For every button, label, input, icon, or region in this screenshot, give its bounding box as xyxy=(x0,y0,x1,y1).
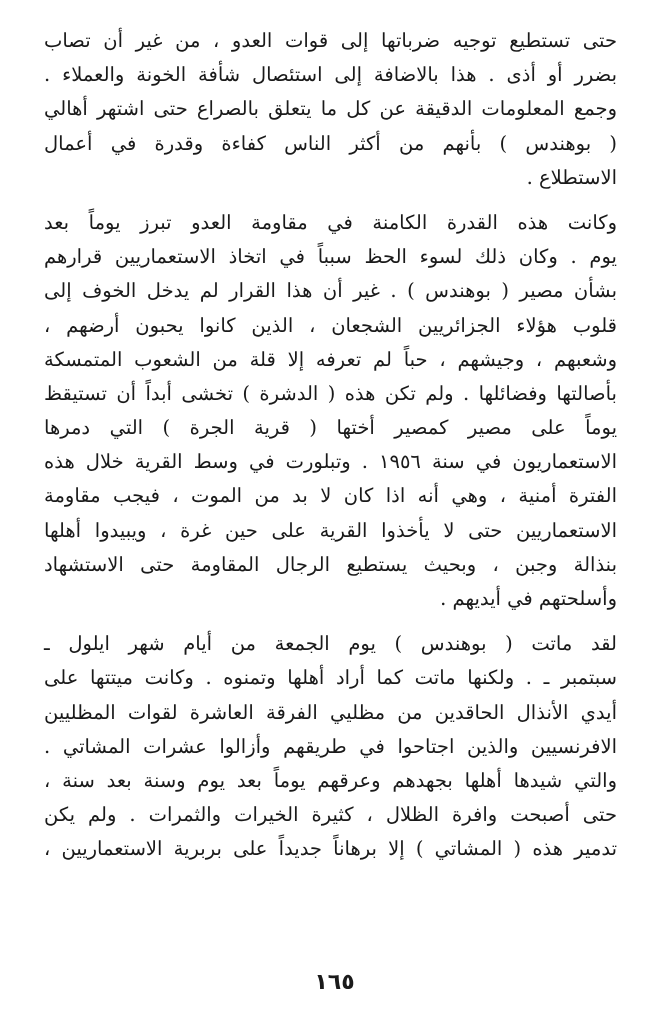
text-line: تدمير هذه ( المشاتي ) إلا برهاناً جديداً على بربرية الاستعماريين ، xyxy=(44,837,617,861)
text-line: وجمع المعلومات الدقيقة عن كل ما يتعلق بالصراع حتى اشتهر أهالي xyxy=(44,97,617,121)
paragraph-2 xyxy=(44,206,617,616)
paragraph-3 xyxy=(44,627,617,866)
text-line: وأسلحتهم في أيديهم . xyxy=(440,587,617,610)
text-line: بأصالتها وفضائلها . ولم تكن هذه ( الدشرة ) تخشى أبداً أن تستيقظ xyxy=(44,381,617,405)
text-line: لقد ماتت ( بوهندس ) يوم الجمعة من أيام شهر ايلول ـ xyxy=(44,632,617,656)
text-line: بنذالة وجبن ، وبحيث يستطيع الرجال المقاومة حتى الاستشهاد xyxy=(44,552,617,576)
text-line: بشأن مصير ( بوهندس ) . غير أن هذا القرار لم يدخل الخوف إلى xyxy=(44,279,617,303)
text-line: الافرنسيين والذين اجتاحوا في طريقهم وأزالوا عشرات المشاتي . xyxy=(44,734,617,758)
page-number: ١٦٥ xyxy=(314,970,355,995)
text-line: قلوب هؤلاء الجزائريين الشجعان ، الذين كانوا يحبون أرضهم ، xyxy=(44,313,617,337)
paragraph-1 xyxy=(44,24,617,195)
text-line: ( بوهندس ) بأنهم من أكثر الناس كفاءة وقدرة في أعمال xyxy=(44,131,617,155)
paragraph-gap xyxy=(44,195,617,206)
page-body xyxy=(44,24,617,867)
text-line: يوم . وكان ذلك لسوء الحظ سبباً في اتخاذ الاستعماريين قرارهم xyxy=(44,245,617,269)
text-line: والتي شيدها أهلها بجهدهم وعرقهم يوماً بعد يوم وسنة بعد سنة ، xyxy=(44,768,617,792)
text-line: الاستعماريين حتى لا يأخذوا القرية على حين غرة ، ويبيدوا أهلها xyxy=(44,518,617,542)
text-line: حتى تستطيع توجيه ضرباتها إلى قوات العدو ، من غير أن تصاب xyxy=(44,29,617,52)
text-line: وكانت هذه القدرة الكامنة في مقاومة العدو تبرز يوماً بعد xyxy=(44,210,617,234)
text-line: الاستطلاع . xyxy=(526,165,617,189)
text-line: سبتمبر ـ . ولكنها ماتت كما أراد أهلها وتمنوه . وكانت ميتتها على xyxy=(44,666,617,690)
paragraph-gap xyxy=(44,616,617,627)
text-line: الاستعماريون في سنة ١٩٥٦ . وتبلورت في وسط القرية خلال هذه xyxy=(44,450,617,474)
text-line: أيدي الأنذال الحاقدين من مظليي الفرقة العاشرة لقوات المظليين xyxy=(44,700,617,724)
text-line: وشعبهم ، وجيشهم ، حباً لم تعرفه إلا قلة من الشعوب المتمسكة xyxy=(44,347,617,371)
text-line: يوماً على مصير كمصير أختها ( قرية الجرة ) التي دمرها xyxy=(44,416,617,440)
text-line: حتى أصبحت وافرة الظلال ، كثيرة الخيرات والثمرات . ولم يكن xyxy=(44,803,617,827)
text-line: الفترة أمنية ، وهي أنه اذا كان لا بد من الموت ، فيجب مقاومة xyxy=(44,484,617,508)
text-line: بضرر أو أذى . هذا بالاضافة إلى استئصال شأفة الخونة والعملاء . xyxy=(44,63,617,87)
